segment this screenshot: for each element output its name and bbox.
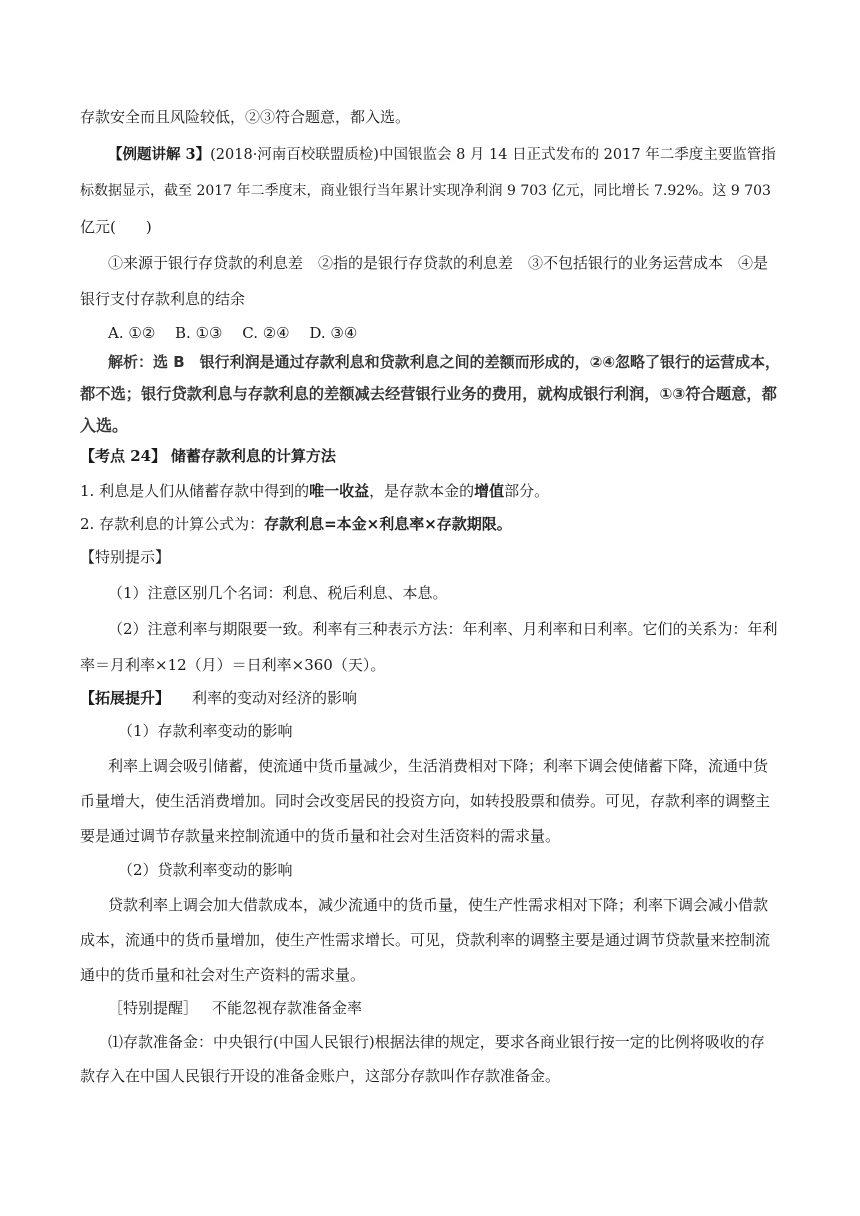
answer-choices: A. ①② B. ①③ C. ②④ D. ③④	[108, 324, 358, 342]
option-statements: ①来源于银行存贷款的利息差 ②指的是银行存贷款的利息差 ③不包括银行的业务运营成本 ④是	[108, 254, 769, 272]
paragraph-line: 要是通过调节存款量来控制流通中的货币量和社会对生活资料的需求量。	[80, 827, 561, 845]
paragraph-line: 币量增大，使生活消费增加。同时会改变居民的投资方向，如转投股票和债券。可见，存款利率的调整主	[80, 792, 771, 810]
point-2	[80, 514, 780, 534]
paragraph-line: 亿元( )	[80, 218, 152, 236]
reminder-tag: ［特别提醒］	[108, 999, 199, 1017]
reminder-title: 不能忽视存款准备金率	[212, 999, 363, 1017]
extension-title: 利率的变动对经济的影响	[192, 689, 358, 707]
point-1	[80, 481, 780, 501]
paragraph-line: 银行支付存款利息的结余	[80, 290, 246, 308]
section-tag: 【考点 24】	[80, 447, 167, 465]
paragraph-line: 款存入在中国人民银行开设的准备金账户，这部分存款叫作存款准备金。	[80, 1067, 561, 1085]
keyword: 增值	[474, 482, 505, 500]
text: ，是存款本金的	[369, 482, 475, 500]
analysis-line: 解析：选 B 银行利润是通过存款利息和贷款利息之间的差额而形成的，②④忽略了银行的运营成本，	[108, 353, 781, 371]
text: 2. 存款利息的计算公式为：	[80, 515, 265, 533]
text: 部分。	[504, 482, 550, 500]
paragraph-line: 率＝月利率×12（月）＝日利率×360（天）。	[80, 656, 386, 674]
paragraph-line: 贷款利率上调会加大借款成本，减少流通中的货币量，使生产性需求相对下降；利率下调会减小借款	[108, 896, 769, 914]
section-heading	[80, 446, 780, 466]
subheading: （1）存款利率变动的影响	[118, 722, 293, 740]
paragraph-line: 利率上调会吸引储蓄，使流通中货币量减少，生活消费相对下降；利率下调会使储蓄下降，流通中货	[108, 757, 769, 775]
paragraph-line: ⑴存款准备金：中央银行(中国人民银行)根据法律的规定，要求各商业银行按一定的比例将吸收的存	[108, 1033, 765, 1051]
paragraph-line: 通中的货币量和社会对生产资料的需求量。	[80, 966, 366, 984]
paragraph-line: 成本，流通中的货币量增加，使生产性需求增长。可见，贷款利率的调整主要是通过调节贷款量来控制流	[80, 931, 771, 949]
text: 1. 利息是人们从储蓄存款中得到的	[80, 482, 310, 500]
tip-item: （2）注意利率与期限要一致。利率有三种表示方法：年利率、月利率和日利率。它们的关系为：年利	[108, 620, 778, 638]
analysis-line: 入选。	[80, 416, 129, 435]
section-title: 储蓄存款利息的计算方法	[170, 447, 336, 465]
example-text: (2018·河南百校联盟质检)中国银监会 8 月 14 日正式发布的 2017 年二季度主要监管指	[210, 147, 776, 163]
extension-tag: 【拓展提升】	[80, 689, 171, 707]
reminder-heading	[108, 998, 780, 1018]
example-tag: 【例题讲解 3】	[108, 146, 211, 163]
paragraph-line: 标数据显示，截至 2017 年二季度末，商业银行当年累计实现净利润 9 703 亿元，同比增长 7.92%。这 9 703	[80, 183, 771, 199]
formula: 存款利息=本金×利息率×存款期限。	[264, 515, 512, 533]
subheading: （2）贷款利率变动的影响	[118, 861, 293, 879]
extension-heading	[80, 688, 780, 708]
tip-item: （1）注意区别几个名词：利息、税后利息、本息。	[108, 584, 448, 602]
keyword: 唯一收益	[309, 482, 370, 500]
paragraph-line: 存款安全而且风险较低，②③符合题意，都入选。	[80, 108, 411, 126]
tip-heading: 【特别提示】	[80, 548, 171, 566]
analysis-line: 都不选；银行贷款利息与存款利息的差额减去经营银行业务的费用，就构成银行利润，①③符合题意，都	[80, 385, 777, 403]
example-heading	[108, 145, 780, 165]
